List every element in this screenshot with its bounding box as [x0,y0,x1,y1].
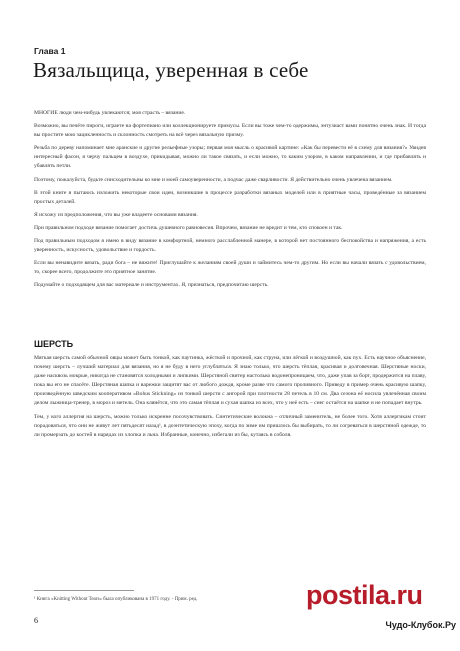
intro-text [34,109,426,295]
paragraph: Резьба по дереву напоминает мне аранские и другие рельефные узоры; первая моя мысль о красивой картине: «Как бы перевести её в схему для вязания?» Увидев интересный фасон, я черчу пальцем в воздухе, прикидывая, можно ли такое связать, и если можно, то каким узором, в каком направлении, и где прибавлять и убавлять петли. [34,145,426,170]
paragraph: В этой книге я пытаюсь изложить некоторые свои идеи, возникшие в процессе разработки вязаных моделей или в приятные часы, проведённые за вязанием простых деталей. [34,189,426,205]
paragraph: Мягкая шерсть самой обычной овцы может быть тонкой, как паутинка, жёсткой и прочной, как струна, или лёгкой и воздушной, как пух. Есть научное объяснение, почему шерсть – лучший материал для вязания, но я не буду в него углубляться. Я знаю только, что шерсть тёплая, красивая и долговечная. Шерстяные носки, даже насквозь мокрые, никогда не становятся холодными и липкими. Шерстяной свитер настолько водонепроницаем, что, даже упав за борт, продержится на плаву, пока вы его не спасёте. Шерстяная шапка и варежки защитят вас от любого дождя, кроме разве что самого проливного. Приведу в пример очень красивую шапку, произведённую шведским кооперативом «Bohus Stickning» из тонкой шерсти с ангорой при плотности 28 петель в 10 см. Два сезона её носила увлечённая своим делом лыжница-тренер, в мороз и метель. Она клянётся, что это самая тёплая и сухая шапка из всех, что у неё есть – снег остаётся на шапке и не попадает внутрь. [34,355,426,407]
chapter-title: Вязальщица, уверенная в себе [33,58,309,82]
paragraph: При правильном подходе вязание помогает достичь душевного равновесия. Впрочем, вязание не вредит и тем, кто спокоен и так. [34,224,343,231]
paragraph: Если вы ненавидите вязать, ради бога – не вяжите! Приглушайте к желаниям своей души и займитесь чем-то другим. Но если вы начали вязать с удовольствием, то, скорее всего, продолжите это приятное занятие. [34,260,426,276]
paragraph: МНОГИЕ люди чем-нибудь увлекаются; моя страсть – вязание. [34,110,186,116]
footnote-divider [34,590,134,591]
section-text [34,354,426,444]
chapter-label: Глава 1 [34,46,66,56]
watermark-site-label: Чудо-Клубок.Ру [385,620,456,630]
paragraph: Я исхожу из предположения, что вы уже владеете основами вязания. [34,211,198,218]
watermark-logo: postila.ru [306,580,423,610]
section-heading: ШЕРСТЬ [34,339,74,349]
watermark [300,580,458,638]
footnote: ¹ Книга «Knitting Without Tears» была опубликована в 1971 году. - Прим. ред. [34,597,198,602]
paragraph: Подумайте о подходящем для вас материале и инструментах. Я, признаться, предпочитаю шерсть. [34,282,269,289]
paragraph: Возможно, вы печёте пироги, играете на фортепиано или коллекционируете примусы. Если вы тоже чем-то одержимы, энтузиаст вами понятно очень знак. И тогда вы простите мою зацикленность и склонность смотреть на всё через вязальную призму. [34,123,426,139]
paragraph: Под правильным подходом я имею в виду вязание в комфортной, немного расслабленной манере, в которой нет постоянного беспокойства и напряжения, а есть уверенность, искусность, удовольствие и гордость. [34,238,426,254]
paragraph: Тем, у кого аллергия на шерсть, можно только искренне посочувствовать. Синтетические волокна – отличный заменитель, не более того. Хотя аллергикам стоит порадоваться, что они не живут лет пятьдесят назад¹, в доэнтетическую эпоху, когда по зиме им пришлось бы выбирать, то ли согреваться в шерстяной одежде, то ли промерзать до костей в нарядах из хлопка и льна. Избранные, конечно, избегали из бы, кутаясь в соболя. [34,413,426,438]
paragraph: Поэтому, пожалуйста, будьте снисходительны ко мне и моей самоуверенности, а подчас даже сварливости. Я действительно очень увлечена вязанием. [34,176,393,183]
page-number: 6 [34,616,38,625]
